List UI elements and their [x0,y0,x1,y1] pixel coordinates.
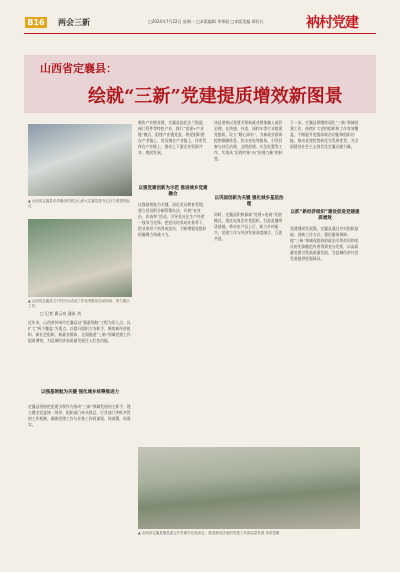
body-text: 定襄县坚持把党建引领作为推动“三新”领域发展的主抓手，建立健全党委统一领导、组织部门牵头抓总、行业部门齐抓共管的工作机制，确保党建工作与业务工作同谋划、同部署、同落实。 [28,404,131,427]
section-heading: 以强基领航为关键 强化城乡统筹推进力 [40,390,120,395]
dateline: □2024年7月22日 星期一 □本版编辑 李琴丽 □本版美编 郑钧兵 [148,19,264,24]
body-text: 该县坚持以党建引领新就业群体融入基层治理，在快递、外卖、网约车等行业组建党组织，设立“暖心驿站”，为新就业群体提供歇脚休息、饮水充电等服务，引导其参与社区治理、文明创建、应急处置等工作，实现从“治理对象”向“治理力量”的转变。 [214,120,283,161]
article-title: 绘就“三新”党建提质增效新图景 [88,86,343,107]
body-text: 同时，定襄县积极探索“党建+电商”发展模式，依托电商企业党组织，打造直播带货基地，带动农产品上行，助力乡村振兴，党建工作与经济发展深度融合、互促共进。 [214,212,283,241]
photo-caption: ▲ 山西省定襄县文兴村出台活动工作优秀推荐活动现场，努力展示工作。 [28,299,130,308]
body-text: 下一步，定襄县将继续深化“三新”领域党建工作，持续扩大党的组织和工作有效覆盖，不断提升党组织政治功能和组织功能，推动党建优势转化为发展优势，为全面建设社会主义现代化定襄贡献力量。 [290,120,359,149]
body-text: 聚焦产业链党建，定襄县依托法兰锻造、阀门管件等特色产业，推行“党建+产业链”模式，组建产业链党委，将党组织建在产业链上、党员聚在产业链上、作用发挥在产业链上，推动上下游企业资源共享、抱团发展。 [138,120,207,155]
photo-caption: ▲ 山西省定襄县镇党委召开乡镇书记座谈会，推进新经济组织党建工作高质量发展 李希恩摄 [138,531,280,535]
page-number: B16 [25,17,47,28]
section-heading: 以巩固创新为关键 强化城乡基层治理 [214,196,284,207]
newspaper-logo: 衲村党建 [306,15,358,31]
section-name: 两会三新 [58,18,90,27]
body-text: 以强基领航为关键，深化党员教育管理，建立党员积分制管理办法，开展“亮身份、作表率”活动，引导党员在生产经营一线争当先锋，把党员培养成业务骨干，把业务骨干培养成党员，不断增强党组织的凝聚力和战斗力。 [138,202,207,237]
body-text: 党建强则发展强。定襄县通过夯实组织基础、创新工作方式、强化服务保障，使“三新”领域党组织的政治引领作用和党员的先锋模范作用得到充分发挥，以高质量党建引领高质量发展，为县域经济社会发展提供坚强保证。 [290,226,359,261]
reporter-byline: □ 记者 冀云亮 通讯 刘 [40,311,81,316]
article-subtitle: 山西省定襄县： [40,62,117,75]
section-heading: 以强党建创新为示范 推进城乡党建融合 [138,186,208,197]
section-heading: 以抓“新经济组织”建设促进党建提质增效 [290,210,360,221]
meeting-photo [28,124,132,196]
body-text: 近年来，山西省忻州市定襄县以“强基领航”工程为切入点，以扩大“两个覆盖”为重点，以提升组织力为抓手，聚焦新经济组织、新社会组织、新就业群体，全面推进“三新”领域党建工作提质增效，为县域经济高质量发展注入红色动能。 [28,320,131,343]
header-rule [24,33,376,34]
conference-photo [138,447,360,529]
photo-caption: ▲ 山西省定襄县晋昌镇西村联合山西大定襄党建书记合力领建特起点 [28,199,130,208]
page-header [0,0,400,34]
group-photo [28,219,132,297]
